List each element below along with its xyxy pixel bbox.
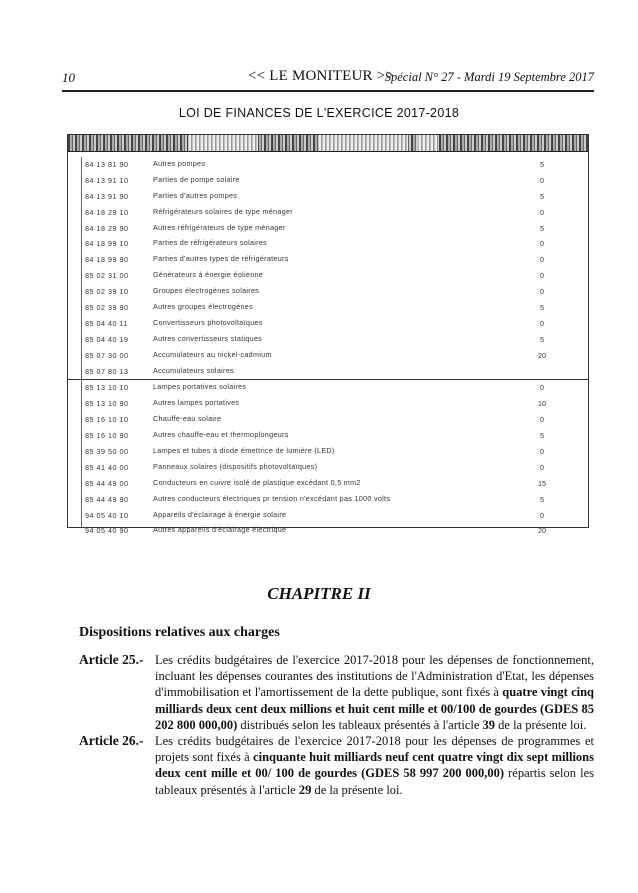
article-text: de la présente loi. — [311, 782, 403, 797]
table-row — [68, 316, 588, 332]
tariff-code: 85 07 30 00 — [85, 350, 129, 360]
item-description: Autres lampes portatives — [153, 398, 240, 408]
duty-rate: 0 — [540, 462, 544, 472]
tariff-code: 85 04 40 19 — [85, 334, 129, 344]
item-description: Chauffe-eau solaire — [153, 414, 222, 424]
article-reference: 39 — [482, 717, 496, 732]
table-row — [68, 428, 588, 444]
item-description: Groupes électrogènes solaires — [153, 286, 260, 296]
table-row — [68, 508, 588, 524]
tariff-code: 85 07 80 13 — [85, 366, 129, 376]
article-reference: 29 — [298, 782, 312, 797]
item-description: Convertisseurs photovoltaïques — [153, 317, 263, 327]
tariff-code: 85 39 50 00 — [85, 447, 129, 457]
duty-rate: 15 — [538, 478, 546, 488]
duty-rate: 5 — [540, 431, 544, 441]
table-header-band — [68, 135, 588, 151]
duty-rate: 5 — [540, 494, 544, 504]
item-description: Autres conducteurs électriques pr tension n'excédant pas 1000 volts — [153, 493, 391, 503]
table-row — [68, 300, 588, 316]
duty-rate: 20 — [538, 350, 546, 360]
document-title: LOI DE FINANCES DE L'EXERCICE 2017-2018 — [178, 106, 460, 120]
duty-rate: 0 — [540, 255, 544, 265]
article-amount: cinquante huit milliards neuf cent quatre vingt dix sept millions deux cent mille et 00/ 100 de gourdes (GDES 58 997 200 000,00) — [155, 750, 594, 781]
tariff-code: 85 13 10 10 — [85, 383, 129, 393]
table-row — [68, 396, 588, 412]
table-row — [68, 284, 588, 300]
chapter-title: CHAPITRE II — [267, 584, 371, 603]
table-row — [68, 252, 588, 268]
item-description: Générateurs à énergie éolienne — [153, 270, 264, 280]
duty-rate: 0 — [540, 207, 544, 217]
table-row — [68, 268, 588, 284]
duty-rate: 0 — [540, 287, 544, 297]
item-description: Autres chauffe-eau et thermoplongeurs — [153, 430, 289, 440]
table-body — [68, 157, 588, 539]
item-description: Lampes et tubes à diode émettrice de lumière (LED) — [153, 446, 335, 456]
duty-rate: 20 — [538, 526, 546, 536]
duty-rate: 5 — [540, 334, 544, 344]
item-description: Parties de pompe solaire — [153, 174, 240, 184]
tariff-code: 84 13 91 10 — [85, 175, 129, 185]
tariff-code: 84 18 99 90 — [85, 255, 129, 265]
table-row — [68, 236, 588, 252]
tariff-code: 85 44 49 90 — [85, 494, 129, 504]
tariff-code: 84 18 29 90 — [85, 223, 129, 233]
duty-rate: 0 — [540, 271, 544, 281]
table-row — [68, 157, 588, 173]
tariff-code: 85 16 10 10 — [85, 415, 129, 425]
item-description: Parties d'autres pompes — [153, 190, 238, 200]
item-description: Autres réfrigérateurs de type ménager — [153, 222, 286, 232]
table-row — [68, 460, 588, 476]
table-row — [68, 364, 588, 381]
page-header — [62, 68, 594, 88]
tariff-code: 84 18 99 10 — [85, 239, 129, 249]
table-row — [68, 476, 588, 492]
item-description: Appareils d'éclairage à énergie solaire — [153, 509, 287, 519]
item-description: Conducteurs en cuivre isolé de plastique excédant 0,5 mm2 — [153, 477, 361, 487]
duty-rate: 5 — [540, 160, 544, 169]
duty-rate: 0 — [540, 239, 544, 249]
table-row — [68, 332, 588, 348]
duty-rate: 0 — [540, 318, 544, 328]
item-description: Autres convertisseurs statiques — [153, 333, 263, 343]
item-description: Parties d'autres types de réfrigérateurs — [153, 254, 289, 264]
item-description: Parties de réfrigérateurs solaires — [153, 238, 268, 248]
tariff-code: 85 04 40 11 — [85, 318, 128, 328]
article-amount: quatre vingt cinq milliards deux cent deux millions et huit cent mille et 00/100 de gourdes (GDES 85 202 800 000,00) — [155, 685, 594, 732]
section-title: Dispositions relatives aux charges — [79, 625, 280, 640]
article-text: de la présente loi. — [495, 717, 587, 732]
article-body — [155, 652, 594, 733]
tariff-code: 85 16 10 90 — [85, 431, 129, 441]
tariff-code: 94 05 40 10 — [85, 510, 129, 520]
article-text: Les crédits budgétaires de l'exercice 2017-2018 pour les dépenses de fonctionnement, incluant les dépenses courantes des institutions de l'Administration d'Etat, les dépenses d'immobilisation et l'amortissement de la dette publique, sont fixés à — [155, 653, 594, 700]
tariff-code: 85 02 39 90 — [85, 303, 129, 313]
article-label: Article 26.- — [79, 733, 144, 748]
item-description: Accumulateurs au nickel-cadmium — [153, 349, 272, 359]
tariff-code: 85 13 10 90 — [85, 399, 129, 409]
table-row — [68, 205, 588, 221]
tariff-code: 84 13 81 90 — [85, 160, 129, 169]
item-description: Accumulateurs solaires — [153, 365, 234, 375]
tariff-code: 94 05 40 90 — [85, 526, 129, 536]
article-text: distribués selon les tableaux présentés à l'article — [237, 717, 483, 732]
table-row — [68, 348, 588, 364]
article-text: répartis selon les tableaux présentés à l'article — [155, 766, 594, 797]
duty-rate: 5 — [540, 303, 544, 313]
article-label: Article 25.- — [79, 652, 144, 667]
duty-rate: 0 — [540, 383, 544, 393]
table-row — [68, 412, 588, 428]
table-row — [68, 380, 588, 396]
duty-rate: 10 — [538, 399, 546, 409]
duty-rate: 0 — [540, 447, 544, 457]
table-header-rule — [68, 151, 588, 152]
issue-info: Spécial N° 27 - Mardi 19 Septembre 2017 — [384, 70, 594, 84]
tariff-code: 85 41 40 00 — [85, 462, 129, 472]
duty-rate: 0 — [540, 175, 544, 185]
tariff-code: 85 02 31 00 — [85, 271, 129, 281]
masthead: << LE MONITEUR >> — [248, 68, 394, 84]
duty-rate: 5 — [540, 223, 544, 233]
page-number: 10 — [62, 70, 75, 85]
item-description: Autres groupes électrogènes — [153, 302, 253, 312]
article-text: Les crédits budgétaires de l'exercice 2017-2018 pour les dépenses de programmes et projets sont fixés à — [155, 734, 594, 765]
tariff-table — [67, 134, 589, 536]
article-body — [155, 733, 594, 798]
table-row — [68, 523, 588, 539]
item-description: Lampes portatives solaires — [153, 382, 247, 392]
tariff-code: 84 13 91 90 — [85, 191, 129, 201]
table-row — [68, 173, 588, 189]
table-row — [68, 189, 588, 205]
table-row — [68, 221, 588, 237]
duty-rate: 0 — [540, 510, 544, 520]
duty-rate: 5 — [540, 191, 544, 201]
table-row — [68, 492, 588, 508]
item-description: Autres appareils d'éclairage électrique — [153, 525, 287, 535]
tariff-code: 85 44 49 00 — [85, 478, 129, 488]
item-description: Autres pompes — [153, 159, 206, 168]
tariff-code: 84 18 29 10 — [85, 207, 129, 217]
item-description: Réfrigérateurs solaires de type ménager — [153, 206, 293, 216]
tariff-code: 85 02 39 10 — [85, 287, 129, 297]
header-rule — [62, 90, 594, 92]
table-row — [68, 444, 588, 460]
duty-rate: 0 — [540, 415, 544, 425]
item-description: Panneaux solaires (dispositifs photovoltaïques) — [153, 461, 318, 471]
